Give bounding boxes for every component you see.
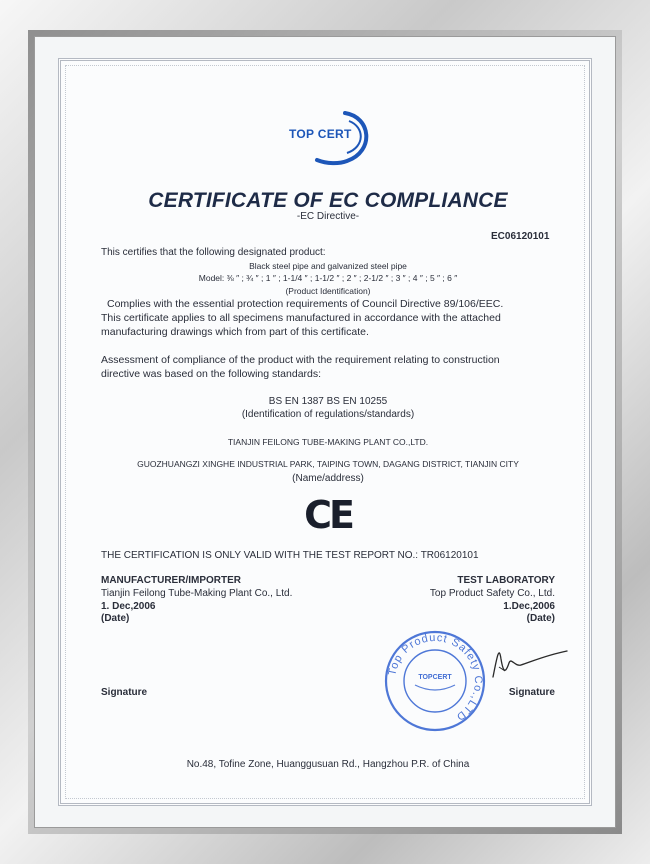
intro-text: This certifies that the following designated product: xyxy=(101,247,326,258)
assessment-line-2: directive was based on the following standards: xyxy=(101,368,322,380)
test-lab-name: Top Product Safety Co., Ltd. xyxy=(429,588,555,599)
company-name: TIANJIN FEILONG TUBE-MAKING PLANT CO.,LTD. xyxy=(227,437,429,447)
test-lab-date: 1.Dec,2006 xyxy=(503,601,555,612)
test-lab-signature-label: Signature xyxy=(508,687,555,698)
compliance-line-1: Complies with the essential protection requirements of Council Directive 89/106/EEC. xyxy=(107,298,504,310)
manufacturer-date-label: (Date) xyxy=(101,613,130,624)
seal-center-text: TOPCERT xyxy=(418,674,452,681)
model-line: Model: ⅜ ″ ; ¾ ″ ; 1 ″ ; 1-1/4 ″ ; 1-1/2 ″ ; 2 ″ ; 2-1/2 ″ ; 3 ″ ; 4 ″ ; 5 ″ ; 6 ″ xyxy=(198,273,458,283)
certificate-paper xyxy=(58,58,592,806)
company-seal-stamp xyxy=(379,629,491,733)
product-name: Black steel pipe and galvanized steel pipe xyxy=(249,261,407,271)
compliance-line-2: This certificate applies to all specimens manufactured in accordance with the attached xyxy=(101,312,501,324)
standards-label: (Identification of regulations/standards) xyxy=(241,409,415,420)
subtitle: -EC Directive- xyxy=(296,211,360,222)
name-address-label: (Name/address) xyxy=(292,473,364,484)
product-identification-label: (Product Identification) xyxy=(285,286,371,296)
compliance-line-3: manufacturing drawings which from part of this certificate. xyxy=(101,326,369,338)
manufacturer-name: Tianjin Feilong Tube-Making Plant Co., Ltd. xyxy=(101,588,293,599)
certificate-number: EC06120101 xyxy=(491,231,550,242)
footer-address: No.48, Tofine Zone, Huanggusuan Rd., Hangzhou P.R. of China xyxy=(186,759,470,770)
validity-statement: THE CERTIFICATION IS ONLY VALID WITH THE TEST REPORT NO.: TR06120101 xyxy=(101,550,479,561)
seal-ring-text: Top Product Safety Co.,LTD xyxy=(386,631,485,724)
page-title: CERTIFICATE OF EC COMPLIANCE xyxy=(148,189,508,212)
handwritten-signature xyxy=(487,637,571,685)
company-address: GUOZHUANGZI XINGHE INDUSTRIAL PARK, TAIPING TOWN, DAGANG DISTRICT, TIANJIN CITY xyxy=(137,459,519,469)
ce-mark: CE xyxy=(304,493,352,537)
logo-text: TOP CERT xyxy=(289,127,352,141)
assessment-line-1: Assessment of compliance of the product with the requirement relating to construction xyxy=(101,354,500,366)
manufacturer-date: 1. Dec,2006 xyxy=(101,601,156,612)
test-lab-date-label: (Date) xyxy=(526,613,555,624)
standards: BS EN 1387 BS EN 10255 xyxy=(268,396,388,407)
manufacturer-heading: MANUFACTURER/IMPORTER xyxy=(101,575,241,586)
test-lab-heading: TEST LABORATORY xyxy=(457,575,555,586)
manufacturer-signature-label: Signature xyxy=(101,687,148,698)
